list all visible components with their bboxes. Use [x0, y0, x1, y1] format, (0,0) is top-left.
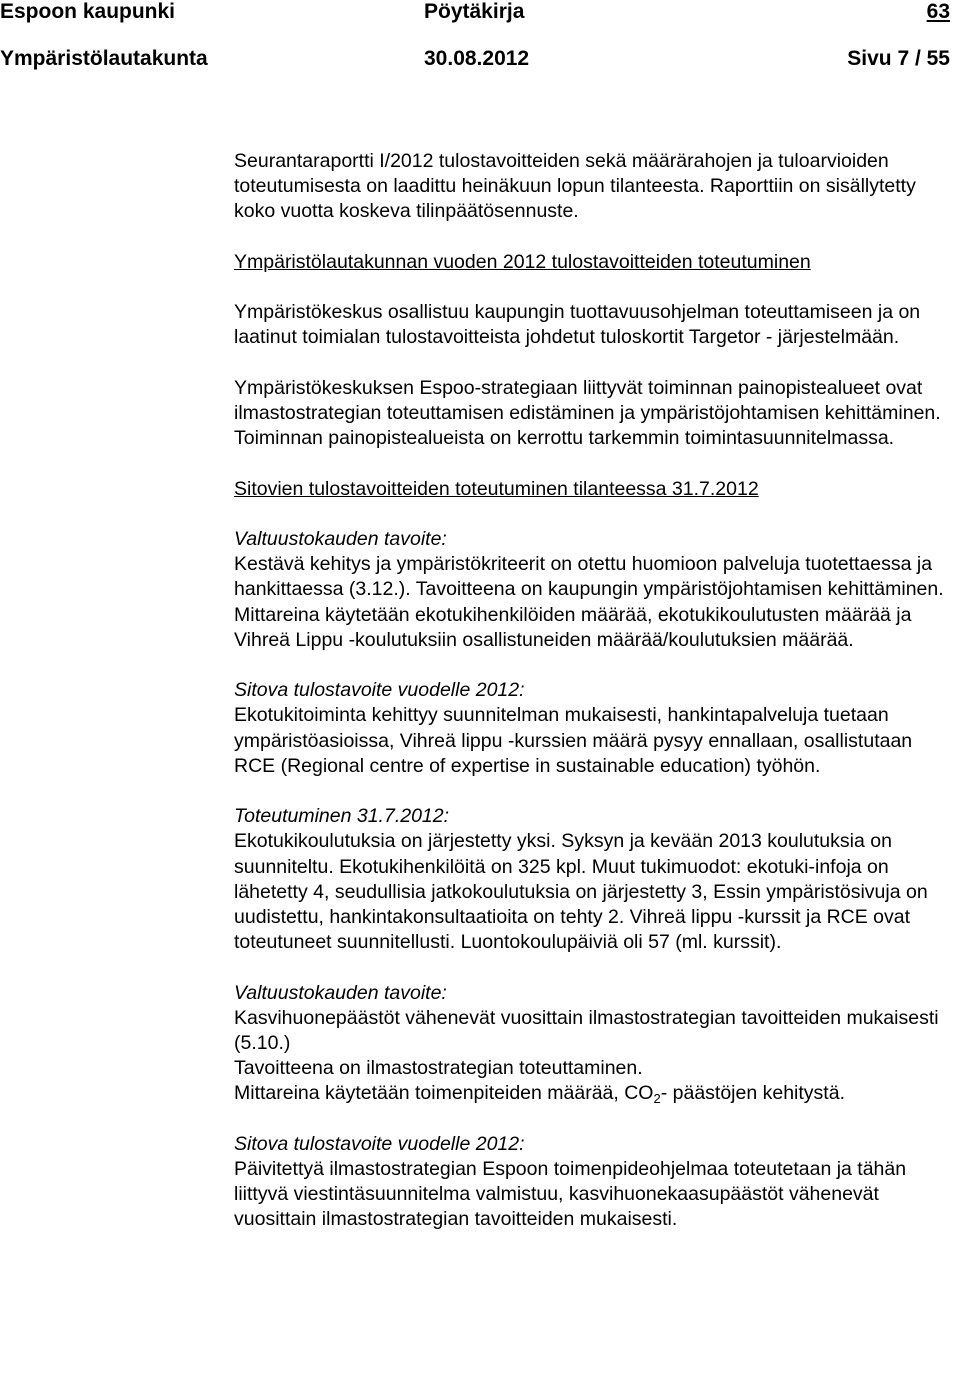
document-body — [234, 149, 956, 1233]
metrics-text-start: Mittareina käytetään toimenpiteiden määrää, CO — [234, 1082, 654, 1105]
document-type: Pöytäkirja — [424, 0, 525, 23]
paragraph-productivity: Ympäristökeskus osallistuu kaupungin tuottavuusohjelman toteuttamiseen ja on laatinut toimialan tulostavoitteista johdetut tuloskortit Targetor - järjestelmään. — [234, 301, 921, 349]
realization-text: Ekotukikoulutuksia on järjestetty yksi. Syksyn ja kevään 2013 koulutuksia on suunniteltu. Ekotukihenkilöitä on 325 kpl. Muut tukimuodot: ekotuki-infoja on lähetetty 4, seudullisia jatkokoulutuksia on järjestetty 3, Essin ympäristösivuja on uudistettu, hankintakonsultaatioita on tehty 2. Vihreä lippu -kurssit ja RCE ovat toteutuneet suunnitellusti. Luontokoulupäiviä oli 57 (ml. kurssit). — [234, 830, 928, 954]
co2-subscript: 2 — [653, 1091, 661, 1107]
paragraph-report-intro: Seurantaraportti I/2012 tulostavoitteiden sekä määrärahojen ja tuloarvioiden toteutumisesta on laadittu heinäkuun lopun tilanteesta. Raporttiin on sisällytetty koko vuotta koskeva tilinpäätösennuste. — [234, 150, 916, 223]
paragraph-strategy: Ympäristökeskuksen Espoo-strategiaan liittyvät toiminnan painopistealueet ovat ilmastostrategian toteuttamisen edistäminen ja ympäristöjohtamisen kehittäminen. Toiminnan painopistealueista on kerrottu tarkemmin toimintasuunnitelmassa. — [234, 376, 941, 450]
council-goal-2-metrics — [234, 1081, 956, 1106]
council-goal-metrics: Mittareina käytetään ekotukihenkilöiden määrää, ekotukikoulutusten määrää ja Vihreä Lippu -koulutuksiin osallistuneiden määrää/koulutuksien määrää. — [234, 603, 912, 651]
label-binding-target-2: Sitova tulostavoite vuodelle 2012: — [234, 1132, 525, 1155]
heading-binding-targets: Sitovien tulostavoitteiden toteutuminen tilanteessa 31.7.2012 — [234, 477, 759, 500]
council-goal-2-text: Kasvihuonepäästöt vähenevät vuosittain ilmastostrategian tavoitteiden mukaisesti (5.10.) — [234, 1006, 939, 1054]
committee-name: Ympäristölautakunta — [0, 47, 208, 70]
meeting-date: 30.08.2012 — [424, 47, 530, 70]
council-goal-text: Kestävä kehitys ja ympäristökriteerit on otettu huomioon palveluja tuotettaessa ja hankittaessa (3.12.). Tavoitteena on kaupungin ympäristöjohtamisen kehittäminen. — [234, 553, 944, 601]
page-indicator: Sivu 7 / 55 — [847, 47, 950, 70]
council-goal-2-aim: Tavoitteena on ilmastostrategian toteuttaminen. — [234, 1057, 643, 1080]
organization-name: Espoon kaupunki — [0, 0, 176, 23]
label-realization: Toteutuminen 31.7.2012: — [234, 805, 450, 828]
heading-targets-2012: Ympäristölautakunnan vuoden 2012 tulostavoitteiden toteutuminen — [234, 250, 811, 273]
metrics-text-end: - päästöjen kehitystä. — [660, 1082, 845, 1105]
label-binding-target: Sitova tulostavoite vuodelle 2012: — [234, 679, 525, 702]
binding-target-2-text: Päivitettyä ilmastostrategian Espoon toimenpideohjelmaa toteutetaan ja tähän liittyvä viestintäsuunnitelma valmistuu, kasvihuonekaasupäästöt vähenevät vuosittain ilmastostrategian tavoitteiden mukaisesti. — [234, 1157, 907, 1231]
label-council-goal: Valtuustokauden tavoite: — [234, 527, 447, 550]
label-council-goal-2: Valtuustokauden tavoite: — [234, 981, 447, 1004]
binding-target-text: Ekotukitoiminta kehittyy suunnitelman mukaisesti, hankintapalveluja tuetaan ympäristöasioissa, Vihreä lippu -kurssien määrä pysyy ennallaan, osallistutaan RCE (Regional centre of expertise in sustainable education) työhön. — [234, 704, 913, 777]
section-number: 63 — [926, 0, 950, 23]
